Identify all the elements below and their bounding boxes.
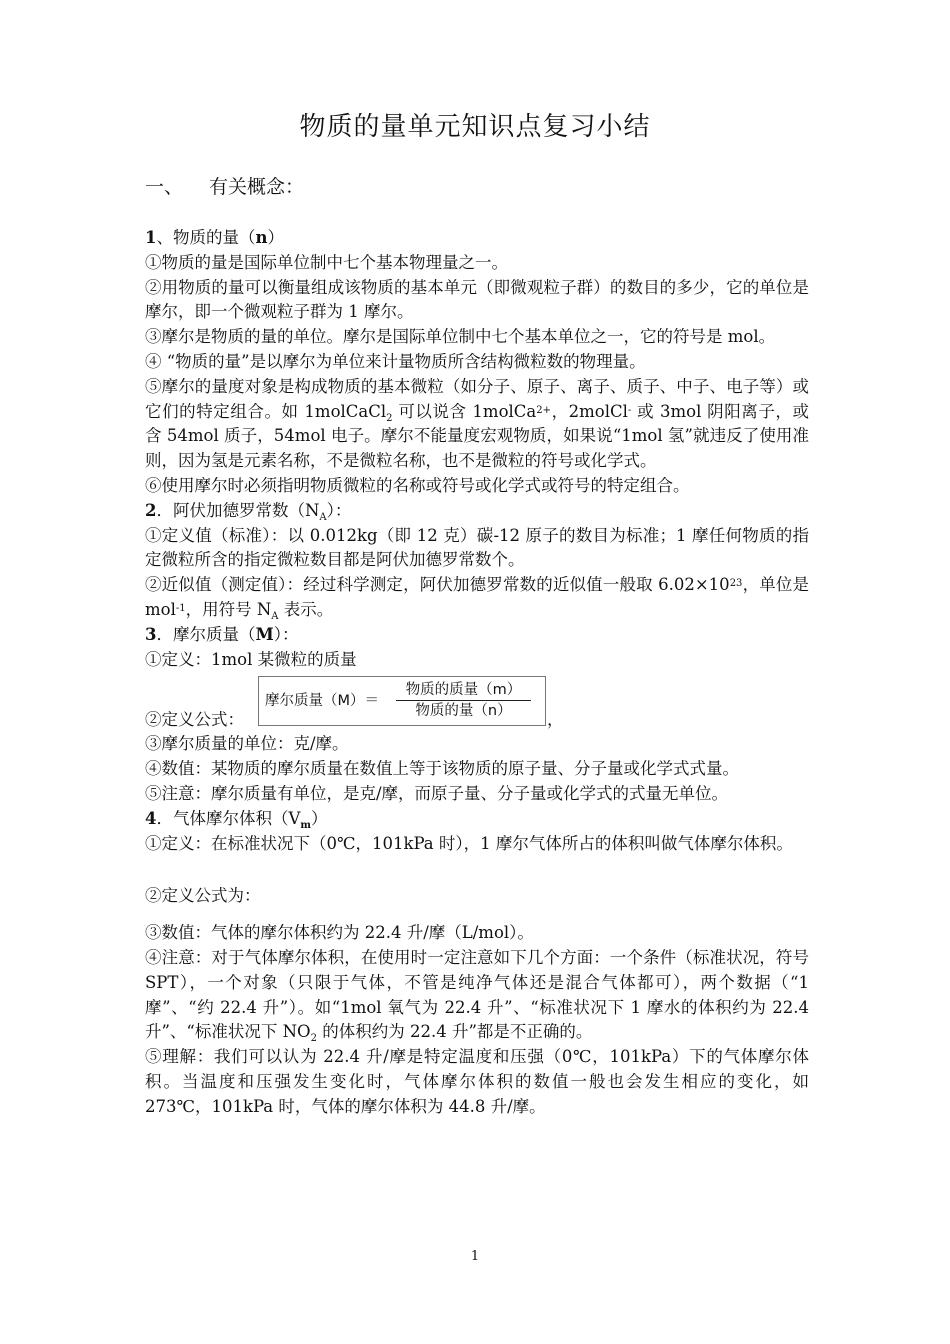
paragraph: ①定义：在标准状况下（0℃，101kPa 时），1 摩尔气体所占的体积叫做气体摩尔体积。: [145, 833, 793, 853]
paragraph: ③摩尔质量的单位：克/摩。: [145, 734, 349, 754]
formula-label: ②定义公式：: [145, 710, 244, 730]
page-number: 1: [470, 1249, 480, 1264]
section-heading: [145, 172, 304, 199]
formula-lhs: 摩尔质量（M）＝: [265, 693, 380, 710]
paragraph: ②用物质的量可以衡量组成该物质的基本单元（即微观粒子群）的数目的多少，它的单位是摩尔，即一个微观粒子群为 1 摩尔。: [145, 277, 809, 322]
heading-molar-mass: 3．摩尔质量（M）：: [145, 624, 299, 644]
heading-amount-of-substance: 1、物质的量（n）: [145, 228, 284, 247]
formula-line: [145, 672, 809, 732]
paragraph: ③数值：气体的摩尔体积约为 22.4 升/摩（L/mol）。: [145, 923, 534, 943]
paragraph: ③摩尔是物质的量的单位。摩尔是国际单位制中七个基本单位之一，它的符号是 mol。: [145, 327, 776, 347]
paragraph: ④注意：对于气体摩尔体积，在使用时一定注意如下几个方面：一个条件（标准状况，符号 SPT），一个对象（只限于气体，不管是纯净气体还是混合气体都可），两个数据（“1 摩”、“约 22.4 升”）。如“1mol 氧气为 22.4 升”、“标准状况下 1 摩水的体积约为 22.4 升”、“标准状况下 $NO_2$ 的体积约为 22.4 升”都是不正确的。: [145, 947, 809, 1045]
paragraph: ④ “物质的量”是以摩尔为单位来计量物质所含结构微粒数的物理量。: [145, 351, 646, 371]
formula-fraction: [396, 681, 531, 720]
paragraph: ①定义：1mol 某微粒的质量: [145, 649, 357, 669]
section-label: 有关概念：: [209, 176, 305, 198]
paragraph: ②近似值（测定值）：经过科学测定，阿伏加德罗常数的近似值一般取 $6.02\times 10^{23}$，单位是 mol$^{-1}$，用符号 $N_A$ 表示。: [145, 575, 809, 622]
paragraph: ⑤摩尔的量度对象是构成物质的基本微粒（如分子、原子、离子、质子、中子、电子等）或它们的特定组合。如 1molCaCl$_2$ 可以说含 1molCa$^{2+}$，2molCl- 或 3mol 阴阳离子，或含 54mol 质子，54mol 电子。摩尔不能量度宏观物质，如果说“1mol 氢”就违反了使用准则，因为氢是元素名称，不是微粒名称，也不是微粒的符号或化学式。: [145, 376, 810, 471]
heading-avogadro-constant: 2．阿伏加德罗常数$(N_A)$：: [145, 500, 352, 523]
paragraph: ①定义值（标准）：以 0.012kg（即 12 克）碳-12 原子的数目为标准；1 摩任何物质的指定微粒所含的指定微粒数目都是阿伏加德罗常数个。: [145, 525, 809, 570]
paragraph: ④数值：某物质的摩尔质量在数值上等于该物质的原子量、分子量或化学式式量。: [145, 759, 739, 779]
paragraph: ⑤注意：摩尔质量有单位，是克/摩，而原子量、分子量或化学式的式量无单位。: [145, 783, 729, 803]
paragraph: ②定义公式为：: [145, 886, 261, 906]
document-body: [145, 226, 809, 1120]
paragraph: ⑥使用摩尔时必须指明物质微粒的名称或符号或化学式或符号的特定组合。: [145, 475, 690, 495]
heading-gas-molar-volume: 4．气体摩尔体积$(V_m)$: [145, 808, 328, 831]
formula-comma: ，: [547, 710, 564, 730]
formula-image: [258, 676, 546, 726]
page-title: 物质的量单元知识点复习小结: [299, 112, 651, 142]
formula-denominator: 物质的量（n）: [415, 703, 512, 720]
section-number: 一、: [145, 176, 184, 198]
formula-numerator: 物质的质量（m）: [405, 682, 522, 699]
paragraph: ①物质的量是国际单位制中七个基本物理量之一。: [145, 252, 508, 272]
paragraph: ⑤理解：我们可以认为 22.4 升/摩是特定温度和压强（0℃，101kPa）下的气体摩尔体积。当温度和压强发生变化时，气体摩尔体积的数值一般也会发生相应的变化，如 273℃，101kPa 时，气体的摩尔体积为 44.8 升/摩。: [145, 1047, 809, 1116]
